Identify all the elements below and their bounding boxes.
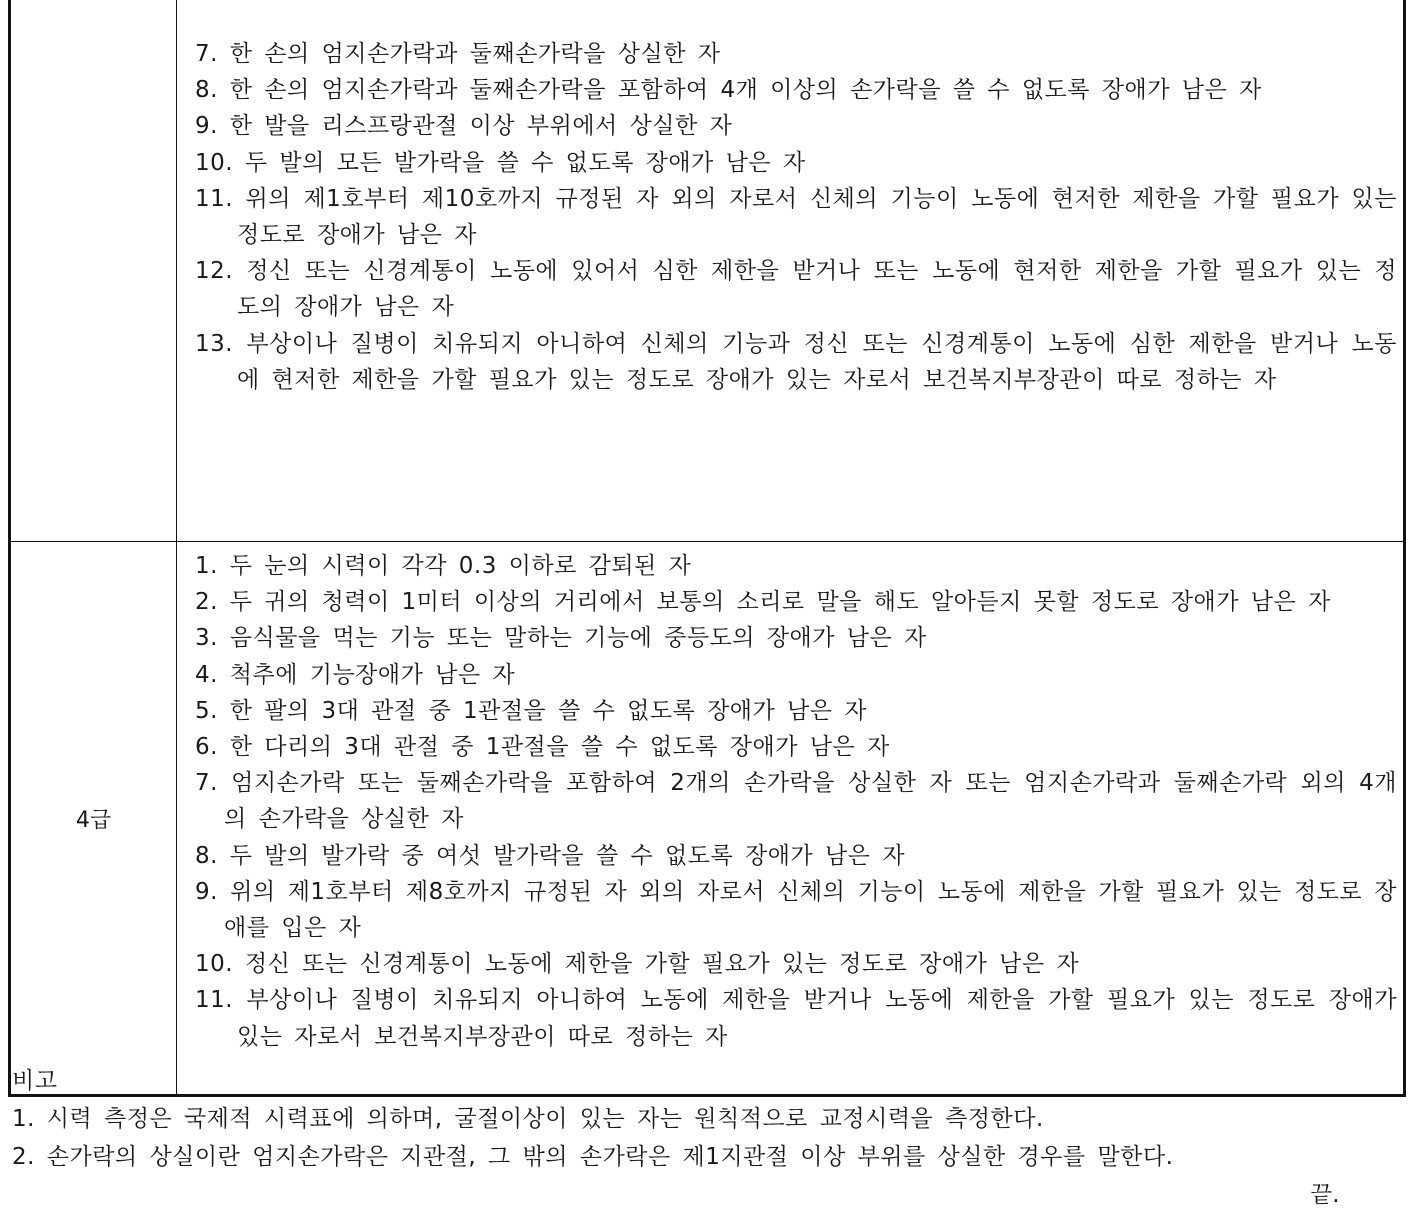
list-item: 11. 위의 제1호부터 제10호까지 규정된 자 외의 자로서 신체의 기능이 노동에 현저한 제한을 가할 필요가 있는 정도로 장애가 남은 자 <box>195 185 1397 249</box>
remark-line: 2. 손가락의 상실이란 엄지손가락은 지관절, 그 밖의 손가락은 제1지관절 이상 부위를 상실한 경우를 말한다. <box>12 1144 1174 1170</box>
criteria-cell <box>177 0 1405 542</box>
remark-line: 1. 시력 측정은 국제적 시력표에 의하며, 굴절이상이 있는 자는 원칙적으로 교정시력을 측정한다. <box>12 1106 1044 1132</box>
criteria-list <box>177 548 1403 1055</box>
list-item: 11. 부상이나 질병이 치유되지 아니하여 노동에 제한을 받거나 노동에 제한을 가할 필요가 있는 정도로 장애가 있는 자로서 보건복지부장관이 따로 정하는 자 <box>195 987 1397 1050</box>
list-item: 7. 엄지손가락 또는 둘째손가락을 포함하여 2개의 손가락을 상실한 자 또는 엄지손가락과 둘째손가락 외의 4개의 손가락을 상실한 자 <box>195 770 1397 833</box>
list-item: 10. 정신 또는 신경계통이 노동에 제한을 가할 필요가 있는 정도로 장애가 남은 자 <box>195 951 1080 978</box>
table-row <box>10 542 1405 1096</box>
list-item: 13. 부상이나 질병이 치유되지 아니하여 신체의 기능과 정신 또는 신경계통이 노동에 심한 제한을 받거나 노동에 현저한 제한을 가할 필요가 있는 정도로 장애가 있는 자로서 보건복지부장관이 따로 정하는 자 <box>195 330 1397 393</box>
disability-grade-table <box>8 0 1406 1097</box>
list-item: 9. 위의 제1호부터 제8호까지 규정된 자 외의 자로서 신체의 기능이 노동에 제한을 가할 필요가 있는 정도로 장애를 입은 자 <box>195 878 1397 942</box>
list-item: 10. 두 발의 모든 발가락을 쓸 수 없도록 장애가 남은 자 <box>195 149 806 176</box>
criteria-cell <box>177 542 1405 1096</box>
list-item: 3. 음식물을 먹는 기능 또는 말하는 기능에 중등도의 장애가 남은 자 <box>195 625 927 652</box>
table-row <box>10 0 1405 542</box>
remarks-title: 비고 <box>12 1068 58 1094</box>
end-mark: 끝. <box>1310 1182 1340 1208</box>
list-item: 9. 한 발을 리스프랑관절 이상 부위에서 상실한 자 <box>195 113 733 140</box>
list-item: 2. 두 귀의 청력이 1미터 이상의 거리에서 보통의 소리로 말을 해도 알아듣지 못할 정도로 장애가 남은 자 <box>195 589 1331 616</box>
list-item: 7. 한 손의 엄지손가락과 둘째손가락을 상실한 자 <box>195 41 721 67</box>
list-item: 5. 한 팔의 3대 관절 중 1관절을 쓸 수 없도록 장애가 남은 자 <box>195 697 868 724</box>
list-item: 8. 두 발의 발가락 중 여섯 발가락을 쓸 수 없도록 장애가 남은 자 <box>195 842 905 869</box>
remarks-section <box>12 1062 1402 1176</box>
list-item: 6. 한 다리의 3대 관절 중 1관절을 쓸 수 없도록 장애가 남은 자 <box>195 734 890 761</box>
list-item: 1. 두 눈의 시력이 각각 0.3 이하로 감퇴된 자 <box>195 553 692 579</box>
list-item: 8. 한 손의 엄지손가락과 둘째손가락을 포함하여 4개 이상의 손가락을 쓸 수 없도록 장애가 남은 자 <box>195 77 1262 104</box>
grade-cell <box>10 0 177 542</box>
grade-cell: 4급 <box>10 542 177 1096</box>
list-item: 12. 정신 또는 신경계통이 노동에 있어서 심한 제한을 받거나 또는 노동에 현저한 제한을 가할 필요가 있는 정도의 장애가 남은 자 <box>195 258 1397 321</box>
list-item: 4. 척추에 기능장애가 남은 자 <box>195 661 516 688</box>
criteria-list <box>177 36 1403 398</box>
